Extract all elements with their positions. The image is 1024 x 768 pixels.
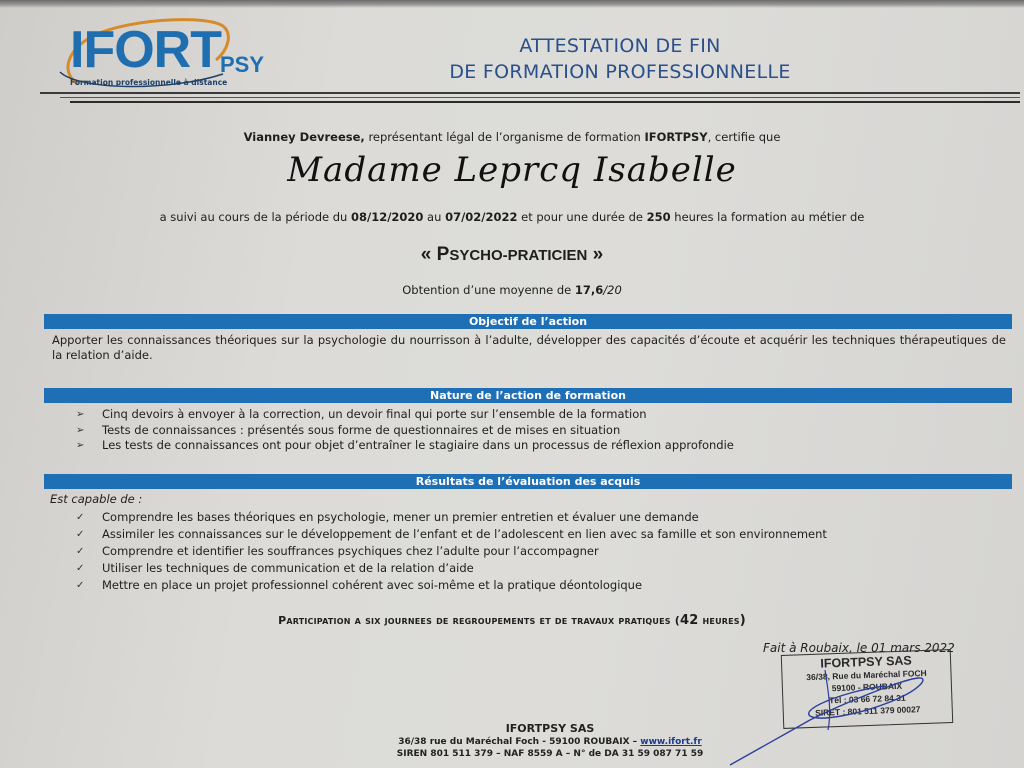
stamp-city: 59100 - ROUBAIX xyxy=(831,680,903,694)
stamp-company-name: IFORTPSY SAS xyxy=(820,653,913,671)
stamp-address: 36/38, Rue du Maréchal FOCH xyxy=(806,667,927,683)
section-header-objective: Objectif de l’action xyxy=(44,314,1012,329)
title-line-2: DE FORMATION PROFESSIONNELLE xyxy=(449,61,791,83)
header-divider xyxy=(70,101,1020,103)
list-item xyxy=(76,509,827,526)
job-quote-open: « xyxy=(420,244,437,265)
result-item-text: Mettre en place un projet professionnel cohérent avec soi-même et la pratique déontologique xyxy=(102,578,643,592)
list-item xyxy=(76,423,734,439)
list-item xyxy=(76,577,827,594)
average-prefix: Obtention d’une moyenne de xyxy=(402,283,575,297)
paper-top-edge xyxy=(0,0,1024,8)
certifier-statement xyxy=(0,130,1024,144)
section-header-nature: Nature de l’action de formation xyxy=(44,388,1012,403)
list-item xyxy=(76,407,734,423)
duration-suffix: heures la formation au métier de xyxy=(670,210,865,224)
footer-address-line xyxy=(340,736,760,748)
results-list xyxy=(76,509,827,594)
objective-text: Apporter les connaissances théoriques sur la psychologie du nourrisson à l’adulte, développer des capacités d’écoute et acquérir les techniques thérapeutiques de la relation d’aide. xyxy=(52,333,1006,362)
section-header-results: Résultats de l’évaluation des acquis xyxy=(44,474,1012,489)
result-item-text: Assimiler les connaissances sur le développement de l’enfant et de l’adolescent en lien avec sa famille et son environnement xyxy=(102,527,827,541)
recipient-name: Madame Leprcq Isabelle xyxy=(287,150,737,190)
stamp-siret: SIRET : 801 511 379 00027 xyxy=(814,704,921,718)
header-divider xyxy=(40,92,1020,94)
certifies-text: , certifie que xyxy=(707,130,781,144)
nature-item-text: Tests de connaissances : présentés sous forme de questionnaires et de mises en situation xyxy=(102,422,621,437)
footer-company: IFORTPSY SAS xyxy=(505,722,595,735)
training-hours: 250 xyxy=(646,210,671,224)
logo-ifort-text: IFORT xyxy=(70,21,221,79)
average-grade xyxy=(0,283,1024,297)
document-footer xyxy=(340,722,760,760)
result-item-text: Comprendre et identifier les souffrances psychiques chez l’adulte pour l’accompagner xyxy=(102,544,599,558)
job-rest: SYCHO-PRATICIEN xyxy=(449,247,588,264)
signatory-role: représentant légal de l’organisme de formation xyxy=(364,130,645,144)
stamp-phone: Tél : 03 66 72 84 31 xyxy=(828,692,906,706)
average-value: 17,6 xyxy=(574,283,604,297)
document-title xyxy=(380,33,860,85)
participation-statement xyxy=(0,613,1024,628)
nature-item-text: Les tests de connaissances ont pour objet d’entraîner le stagiaire dans un processus de réflexion approfondie xyxy=(102,438,734,452)
place-and-date: Fait à Roubaix, le 01 mars 2022 xyxy=(763,641,955,655)
ifortpsy-logo xyxy=(48,12,265,87)
list-item xyxy=(76,526,827,543)
logo-psy-text: PSY xyxy=(220,52,265,77)
end-date: 07/02/2022 xyxy=(445,210,518,224)
signatory-name: Vianney Devreese, xyxy=(243,130,365,144)
footer-address: 36/38 rue du Maréchal Foch - 59100 ROUBAIX – xyxy=(398,737,641,747)
result-item-text: Utiliser les techniques de communication et de la relation d’aide xyxy=(102,561,474,575)
title-line-1: ATTESTATION DE FIN xyxy=(519,35,721,57)
period-prefix: a suivi au cours de la période du xyxy=(159,210,351,224)
participation-text: Participation a six journees de regroupements et de travaux pratiques ( xyxy=(278,614,680,627)
nature-item-text: Cinq devoirs à envoyer à la correction, un devoir final qui porte sur l’ensemble de la formation xyxy=(102,407,647,421)
nature-list xyxy=(76,407,734,454)
results-intro: Est capable de : xyxy=(50,492,143,506)
arrow-bullet-icon: ➢ xyxy=(76,409,85,420)
duration-prefix: et pour une durée de xyxy=(517,210,647,224)
website-link[interactable]: www.ifort.fr xyxy=(640,737,702,747)
list-item xyxy=(76,543,827,560)
participation-close: ) xyxy=(739,613,746,628)
checkmark-icon: ✓ xyxy=(76,529,85,540)
job-quote-close: » xyxy=(587,244,604,265)
result-item-text: Comprendre les bases théoriques en psychologie, mener un premier entretien et évaluer une demande xyxy=(102,510,699,524)
checkmark-icon: ✓ xyxy=(76,563,85,574)
checkmark-icon: ✓ xyxy=(76,580,85,591)
organization-name: IFORTPSY xyxy=(644,130,708,144)
list-item xyxy=(76,438,734,454)
logo-tagline: Formation professionnelle à distance xyxy=(70,78,228,87)
participation-hours-label: heures xyxy=(698,614,740,627)
job-title xyxy=(0,244,1024,266)
period-mid: au xyxy=(423,210,446,224)
list-item xyxy=(76,560,827,577)
average-scale: /20 xyxy=(603,283,622,297)
header-divider xyxy=(60,97,1020,98)
checkmark-icon: ✓ xyxy=(76,546,85,557)
arrow-bullet-icon: ➢ xyxy=(76,424,85,436)
participation-hours: 42 xyxy=(680,613,699,628)
training-period xyxy=(0,210,1024,224)
job-initial: P xyxy=(436,244,450,265)
footer-registration: SIREN 801 511 379 – NAF 8559 A – N° de DA 31 59 087 71 59 xyxy=(396,749,704,759)
arrow-bullet-icon: ➢ xyxy=(76,440,85,451)
start-date: 08/12/2020 xyxy=(350,210,424,224)
checkmark-icon: ✓ xyxy=(76,512,85,523)
